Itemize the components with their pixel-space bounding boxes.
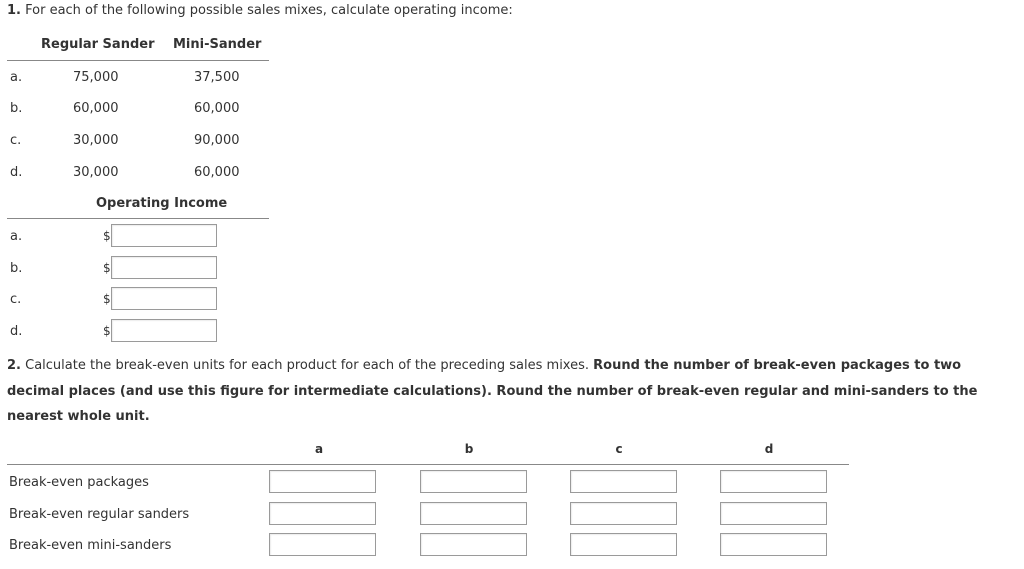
oi-input-d[interactable] [111,319,217,342]
mix-row-d-regular: 30,000 [73,165,119,180]
mix-row-d-mini: 60,000 [194,165,240,180]
be-row-label-packages: Break-even packages [9,475,149,490]
mix-row-c-mini: 90,000 [194,133,240,148]
oi-row-d-dollar-sign: $ [103,324,111,338]
oi-row-label-a: a. [10,229,23,244]
be-table-rule [7,464,849,465]
mix-table-rule [7,60,269,61]
mix-row-label-a: a. [10,70,23,85]
be-mini-input-a[interactable] [269,533,376,556]
be-regular-input-b[interactable] [420,502,527,525]
question-2 [7,353,1007,430]
be-packages-input-b[interactable] [420,470,527,493]
be-packages-input-c[interactable] [570,470,677,493]
be-mini-input-d[interactable] [720,533,827,556]
be-packages-input-a[interactable] [269,470,376,493]
be-col-header-c: c [615,442,623,456]
be-row-label-mini-sanders: Break-even mini-sanders [9,538,172,553]
be-packages-input-d[interactable] [720,470,827,493]
oi-row-a-dollar-sign: $ [103,229,111,243]
mix-row-label-b: b. [10,101,23,116]
oi-input-c[interactable] [111,287,217,310]
mix-row-label-c: c. [10,133,22,148]
oi-row-label-d: d. [10,324,23,339]
col-header-mini-sander: Mini-Sander [173,37,262,52]
oi-table-rule [7,218,269,219]
question-1 [7,3,513,18]
oi-row-label-b: b. [10,261,23,276]
be-row-label-regular-sanders: Break-even regular sanders [9,507,190,522]
oi-input-b[interactable] [111,256,217,279]
question-2-number: 2. [7,358,21,373]
mix-row-c-regular: 30,000 [73,133,119,148]
oi-input-a[interactable] [111,224,217,247]
be-regular-input-a[interactable] [269,502,376,525]
be-mini-input-b[interactable] [420,533,527,556]
be-col-header-d: d [764,442,774,456]
question-2-instruction: Round the number of break-even packages to two decimal places (and use this figure for intermediate calculations). Round the number of break-even regular and mini-sanders to the nearest whole unit. [7,358,978,424]
mix-row-a-mini: 37,500 [194,70,240,85]
be-regular-input-d[interactable] [720,502,827,525]
be-col-header-b: b [464,442,474,456]
question-1-text: For each of the following possible sales mixes, calculate operating income: [25,3,513,18]
col-header-operating-income: Operating Income [96,196,228,211]
be-mini-input-c[interactable] [570,533,677,556]
oi-row-b-dollar-sign: $ [103,261,111,275]
mix-row-a-regular: 75,000 [73,70,119,85]
question-2-text: Calculate the break-even units for each product for each of the preceding sales mixes. [25,358,589,373]
col-header-regular-sander: Regular Sander [41,37,155,52]
mix-row-b-mini: 60,000 [194,101,240,116]
mix-row-b-regular: 60,000 [73,101,119,116]
be-regular-input-c[interactable] [570,502,677,525]
mix-row-label-d: d. [10,165,23,180]
be-col-header-a: a [314,442,324,456]
oi-row-c-dollar-sign: $ [103,292,111,306]
question-1-number: 1. [7,3,21,18]
oi-row-label-c: c. [10,292,22,307]
